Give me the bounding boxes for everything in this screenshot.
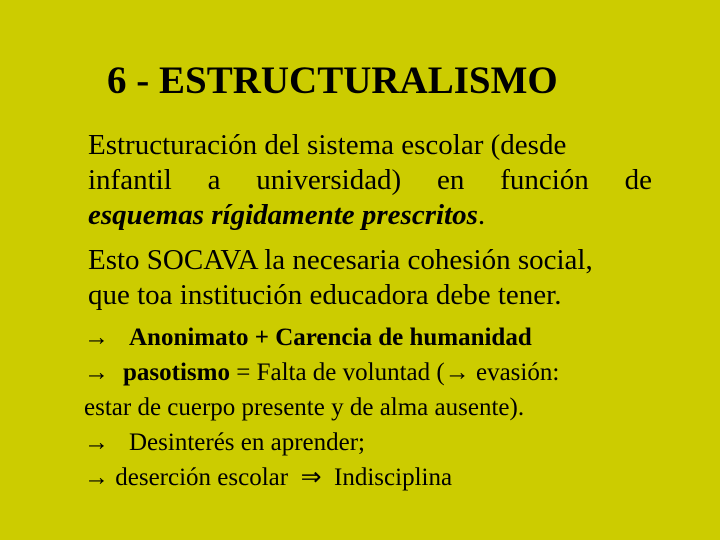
arrow-icon: → bbox=[84, 464, 109, 491]
list-item-text: Indisciplina bbox=[334, 464, 453, 491]
period: . bbox=[477, 199, 486, 231]
paragraph-cohesion bbox=[88, 243, 652, 313]
paragraph-line bbox=[88, 198, 652, 233]
list-item-text: deserción escolar bbox=[115, 464, 289, 491]
keyword-text: pasotismo bbox=[123, 359, 230, 386]
arrow-icon: → bbox=[84, 324, 109, 351]
paragraph-line: que toa institución educadora debe tener. bbox=[88, 279, 562, 311]
paragraph-structuring bbox=[88, 128, 652, 233]
implies-icon: ⇒ bbox=[300, 464, 322, 491]
paragraph-line: Estructuración del sistema escolar (desde bbox=[88, 129, 567, 161]
slide-title: 6 - ESTRUCTURALISMO bbox=[107, 59, 558, 102]
list-item bbox=[84, 320, 664, 355]
consequence-list bbox=[84, 320, 664, 495]
paragraph-line: Esto SOCAVA la necesaria cohesión social, bbox=[88, 244, 593, 276]
list-item-text: evasión: bbox=[469, 359, 560, 386]
list-item-text: Anonimato + Carencia de humanidad bbox=[129, 324, 532, 351]
paragraph-line: infantil a universidad) en función de bbox=[88, 164, 652, 196]
list-item-text: estar de cuerpo presente y de alma ausente). bbox=[84, 394, 525, 421]
emphasis-text: esquemas rígidamente prescritos bbox=[88, 199, 478, 231]
list-item bbox=[84, 460, 664, 495]
list-item-text: Desinterés en aprender; bbox=[129, 429, 365, 456]
arrow-icon: → bbox=[444, 359, 470, 386]
arrow-icon: → bbox=[84, 429, 109, 456]
arrow-icon: → bbox=[84, 359, 109, 386]
list-item bbox=[84, 355, 664, 390]
list-item-text: = Falta de voluntad ( bbox=[229, 359, 445, 386]
list-item-continuation bbox=[84, 390, 664, 425]
list-item bbox=[84, 425, 664, 460]
